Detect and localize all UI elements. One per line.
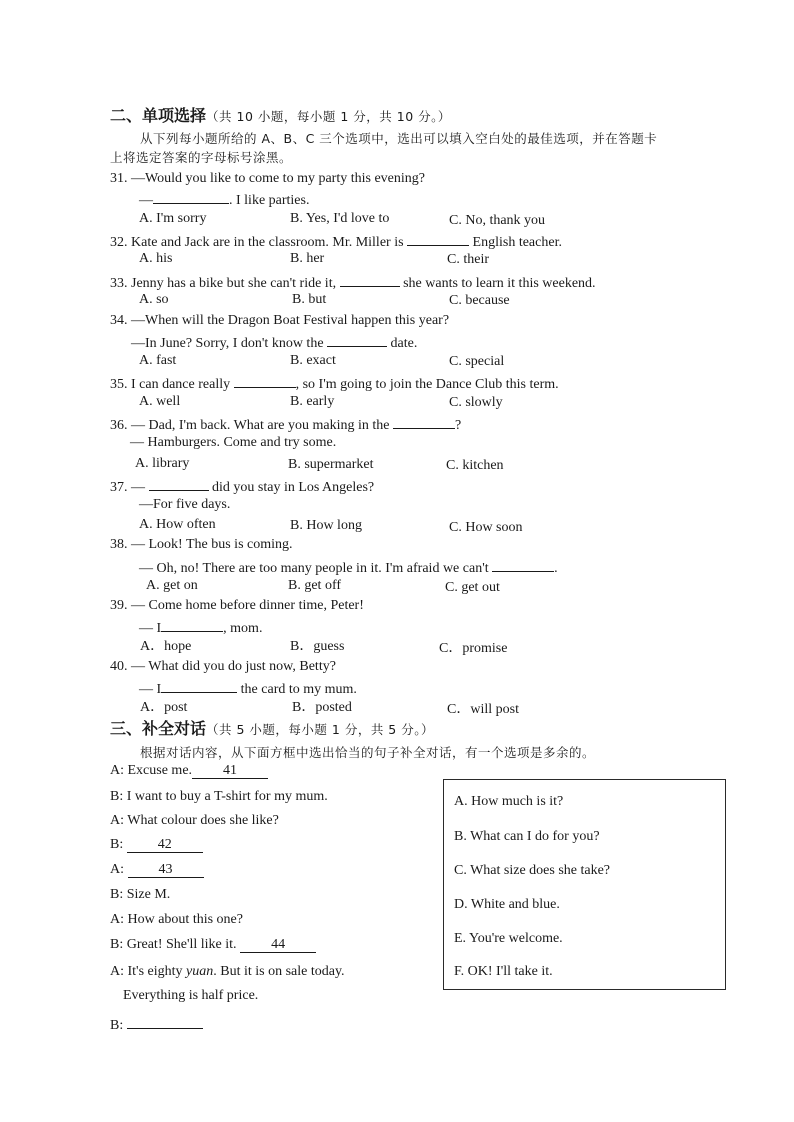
section2-instruction-1: 从下列每小题所给的 A、B、C 三个选项中，选出可以填入空白处的最佳选项，并在答题卡 — [140, 131, 658, 146]
blank-44[interactable]: 44 — [240, 936, 316, 953]
section2-header — [110, 107, 451, 126]
box-option-c[interactable]: C. What size does she take? — [454, 863, 611, 878]
question-text: Kate and Jack are in the classroom. Mr. Miller is — [131, 235, 404, 250]
question-number: 34. — [110, 313, 128, 328]
option-a[interactable]: A. his — [139, 251, 173, 266]
question-40-line2 — [139, 678, 357, 699]
question-text: — Look! The bus is coming. — [131, 537, 293, 552]
answer-blank[interactable] — [393, 414, 455, 429]
option-a[interactable]: A. fast — [139, 353, 177, 368]
question-text: ? — [454, 418, 462, 433]
question-text: —When will the Dragon Boat Festival happen this year? — [131, 313, 450, 328]
answer-blank[interactable] — [327, 332, 387, 347]
answer-blank[interactable] — [340, 272, 400, 287]
dialogue-text: A: Excuse me. — [110, 763, 193, 778]
answer-blank[interactable] — [161, 617, 223, 632]
options-box — [443, 779, 726, 990]
option-b[interactable]: B. How long — [290, 518, 362, 533]
option-c[interactable]: C. special — [449, 354, 505, 369]
section3-note: （共 5 小题，每小题 1 分，共 5 分。） — [206, 722, 434, 737]
question-text: —Would you like to come to my party this evening? — [131, 171, 425, 186]
option-a[interactable]: A．post — [140, 700, 188, 715]
question-38-line2 — [139, 557, 558, 578]
section2-title: 二、单项选择 — [110, 106, 207, 125]
dialogue-text: . But it is on sale today. — [213, 964, 345, 979]
question-number: 40. — [110, 659, 128, 674]
option-c[interactable]: C. because — [449, 293, 510, 308]
option-b[interactable]: B. get off — [288, 578, 342, 593]
answer-blank[interactable] — [161, 678, 237, 693]
question-text: — Come home before dinner time, Peter! — [131, 598, 364, 613]
option-c[interactable]: C．will post — [447, 702, 519, 717]
blank-43[interactable]: 43 — [128, 861, 204, 878]
option-b[interactable]: B. early — [290, 394, 335, 409]
option-a[interactable]: A. How often — [139, 517, 216, 532]
dialogue-text: A: It's eighty — [110, 964, 187, 979]
section3-header — [110, 720, 434, 739]
option-b[interactable]: B. Yes, I'd love to — [290, 211, 390, 226]
option-a[interactable]: A. well — [139, 394, 181, 409]
option-c[interactable]: C. their — [447, 252, 489, 267]
box-option-d[interactable]: D. White and blue. — [454, 897, 560, 912]
question-number: 32. — [110, 235, 128, 250]
question-number: 39. — [110, 598, 128, 613]
option-b[interactable]: B. but — [292, 292, 327, 307]
option-a[interactable]: A．hope — [140, 639, 192, 654]
dialogue-line-9 — [110, 963, 345, 981]
question-text: date. — [390, 336, 418, 351]
question-text: — — [139, 193, 153, 208]
question-text: the card to my mum. — [240, 682, 357, 697]
question-text: did you stay in Los Angeles? — [212, 480, 375, 495]
section3-title: 三、补全对话 — [110, 719, 207, 738]
question-text: Jenny has a bike but she can't ride it, — [131, 276, 337, 291]
question-40 — [110, 658, 336, 676]
blank-41[interactable]: 41 — [192, 762, 268, 779]
question-31 — [110, 170, 425, 188]
option-c[interactable]: C. kitchen — [446, 458, 504, 473]
dialogue-line-11 — [110, 1012, 203, 1035]
section2-instruction-2: 上将选定答案的字母标号涂黑。 — [110, 150, 293, 165]
option-b[interactable]: B．posted — [292, 700, 352, 715]
question-text: . — [554, 561, 558, 576]
box-option-f[interactable]: F. OK! I'll take it. — [454, 964, 553, 979]
section3-instruction: 根据对话内容，从下面方框中选出恰当的句子补全对话，有一个选项是多余的。 — [140, 745, 596, 760]
question-number: 33. — [110, 276, 128, 291]
dialogue-line-3: A: What colour does she like? — [110, 813, 279, 828]
option-a[interactable]: A. library — [135, 456, 190, 471]
question-number: 38. — [110, 537, 128, 552]
question-text: . I like parties. — [229, 193, 310, 208]
dialogue-line-1 — [110, 762, 268, 780]
question-37-line2: —For five days. — [139, 497, 231, 512]
answer-blank[interactable] — [234, 373, 296, 388]
section2-note: （共 10 小题，每小题 1 分，共 10 分。） — [206, 109, 451, 124]
blank-45[interactable] — [127, 1012, 203, 1029]
question-34 — [110, 312, 449, 330]
question-39 — [110, 597, 364, 615]
question-text: she wants to learn it this weekend. — [403, 276, 596, 291]
dialogue-line-5 — [110, 861, 204, 879]
dialogue-line-4 — [110, 836, 203, 854]
dialogue-line-2: B: I want to buy a T-shirt for my mum. — [110, 789, 328, 804]
question-text: — What did you do just now, Betty? — [131, 659, 336, 674]
dialogue-line-8 — [110, 936, 316, 954]
question-31-line2 — [139, 189, 309, 210]
blank-42[interactable]: 42 — [127, 836, 203, 853]
answer-blank[interactable] — [492, 557, 554, 572]
question-text: , mom. — [223, 621, 263, 636]
option-c[interactable]: C．promise — [439, 641, 508, 656]
question-text: — Dad, I'm back. What are you making in the — [131, 418, 390, 433]
question-number: 31. — [110, 171, 128, 186]
option-a[interactable]: A. get on — [146, 578, 198, 593]
question-text: — — [131, 480, 145, 495]
currency-word: yuan — [186, 964, 214, 979]
option-c[interactable]: C. slowly — [449, 395, 503, 410]
option-c[interactable]: C. How soon — [449, 520, 523, 535]
option-a[interactable]: A. I'm sorry — [139, 211, 207, 226]
box-option-e[interactable]: E. You're welcome. — [454, 931, 563, 946]
question-text: —In June? Sorry, I don't know the — [131, 336, 324, 351]
question-number: 36. — [110, 418, 128, 433]
option-b[interactable]: B. supermarket — [288, 457, 374, 472]
question-39-line2 — [139, 617, 262, 638]
question-text: — I — [139, 682, 162, 697]
question-text: , so I'm going to join the Dance Club this term. — [295, 377, 559, 392]
box-option-b[interactable]: B. What can I do for you? — [454, 829, 600, 844]
dialogue-text: A: — [110, 862, 124, 877]
question-text: English teacher. — [472, 235, 562, 250]
question-36 — [110, 414, 461, 435]
question-36-line2: — Hamburgers. Come and try some. — [130, 435, 337, 450]
answer-blank[interactable] — [407, 231, 469, 246]
question-text: — I — [139, 621, 162, 636]
dialogue-text: B: — [110, 837, 124, 852]
option-c[interactable]: C. No, thank you — [449, 213, 546, 228]
question-text: I can dance really — [131, 377, 231, 392]
answer-blank[interactable] — [149, 476, 209, 491]
question-34-line2 — [131, 332, 417, 353]
question-37 — [110, 476, 374, 497]
dialogue-line-6: B: Size M. — [110, 887, 171, 902]
answer-blank[interactable] — [153, 189, 229, 204]
option-c[interactable]: C. get out — [445, 580, 500, 595]
question-32 — [110, 231, 562, 252]
question-38 — [110, 536, 293, 554]
question-number: 35. — [110, 377, 128, 392]
dialogue-text: B: Great! She'll like it. — [110, 937, 237, 952]
question-number: 37. — [110, 480, 128, 495]
question-text: — Oh, no! There are too many people in it. I'm afraid we can't — [139, 561, 489, 576]
question-35 — [110, 373, 559, 394]
question-33 — [110, 272, 596, 293]
option-b[interactable]: B. exact — [290, 353, 336, 368]
option-b[interactable]: B．guess — [290, 639, 345, 654]
dialogue-line-7: A: How about this one? — [110, 912, 243, 927]
dialogue-line-10: Everything is half price. — [123, 988, 259, 1003]
dialogue-text: B: — [110, 1018, 124, 1033]
option-b[interactable]: B. her — [290, 251, 325, 266]
option-a[interactable]: A. so — [139, 292, 169, 307]
box-option-a[interactable]: A. How much is it? — [454, 794, 564, 809]
